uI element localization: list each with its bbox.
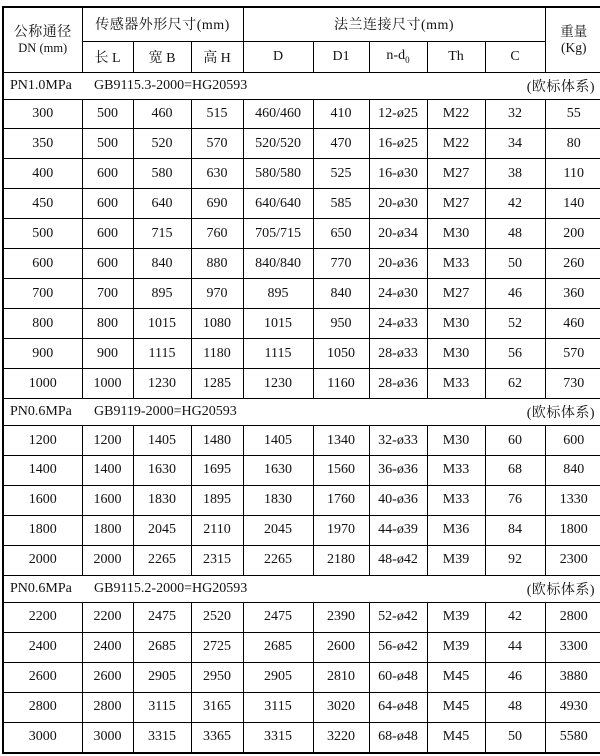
cell-C: 62: [485, 369, 545, 399]
subheader-D1: D1: [313, 41, 369, 72]
dimension-spec-table: [2, 6, 600, 754]
cell-height-H: 2110: [191, 515, 243, 545]
cell-dn: 2800: [3, 692, 82, 722]
cell-weight-kg: 1800: [545, 515, 600, 545]
subheader-n-d0-subscript: 0: [405, 54, 410, 65]
cell-n-d0: 32-ø33: [369, 426, 427, 456]
section-standard-code: GB9115.2-2000=HG20593: [94, 580, 248, 596]
cell-width-B: 2475: [133, 602, 191, 632]
cell-height-H: 3165: [191, 692, 243, 722]
cell-D: 895: [243, 279, 313, 309]
cell-D1: 410: [313, 99, 369, 129]
cell-length-L: 2200: [82, 602, 133, 632]
cell-length-L: 3000: [82, 722, 133, 753]
table-body: [3, 72, 600, 753]
cell-width-B: 640: [133, 189, 191, 219]
cell-height-H: 1895: [191, 485, 243, 515]
cell-C: 44: [485, 632, 545, 662]
cell-height-H: 690: [191, 189, 243, 219]
table-row: [3, 485, 600, 515]
cell-D1: 840: [313, 279, 369, 309]
cell-D1: 585: [313, 189, 369, 219]
table-row: [3, 339, 600, 369]
cell-height-H: 630: [191, 159, 243, 189]
cell-Th: M22: [427, 99, 485, 129]
cell-C: 56: [485, 339, 545, 369]
cell-D1: 650: [313, 219, 369, 249]
cell-weight-kg: 140: [545, 189, 600, 219]
section-note: (欧标体系): [526, 406, 596, 422]
cell-weight-kg: 360: [545, 279, 600, 309]
cell-height-H: 760: [191, 219, 243, 249]
cell-height-H: 1285: [191, 369, 243, 399]
cell-n-d0: 52-ø42: [369, 602, 427, 632]
cell-length-L: 600: [82, 249, 133, 279]
cell-Th: M45: [427, 722, 485, 753]
cell-Th: M36: [427, 515, 485, 545]
cell-dn: 600: [3, 249, 82, 279]
cell-weight-kg: 5580: [545, 722, 600, 753]
cell-n-d0: 16-ø25: [369, 129, 427, 159]
table-row: [3, 602, 600, 632]
header-sensor-dimensions-group: 传感器外形尺寸(mm): [82, 7, 243, 41]
cell-height-H: 880: [191, 249, 243, 279]
cell-height-H: 2725: [191, 632, 243, 662]
cell-D1: 770: [313, 249, 369, 279]
cell-width-B: 895: [133, 279, 191, 309]
cell-Th: M30: [427, 309, 485, 339]
cell-Th: M22: [427, 129, 485, 159]
cell-width-B: 715: [133, 219, 191, 249]
cell-weight-kg: 600: [545, 426, 600, 456]
cell-n-d0: 24-ø33: [369, 309, 427, 339]
table-row: [3, 692, 600, 722]
cell-n-d0: 40-ø36: [369, 485, 427, 515]
cell-height-H: 570: [191, 129, 243, 159]
cell-Th: M27: [427, 159, 485, 189]
cell-D1: 525: [313, 159, 369, 189]
cell-Th: M39: [427, 545, 485, 575]
cell-length-L: 900: [82, 339, 133, 369]
subheader-width-B: 宽 B: [133, 41, 191, 72]
section-cell: [3, 399, 600, 426]
cell-width-B: 460: [133, 99, 191, 129]
table-row: [3, 189, 600, 219]
cell-width-B: 840: [133, 249, 191, 279]
cell-height-H: 1695: [191, 455, 243, 485]
table-row: [3, 129, 600, 159]
cell-height-H: 1180: [191, 339, 243, 369]
cell-Th: M27: [427, 189, 485, 219]
table-row: [3, 249, 600, 279]
cell-n-d0: 24-ø30: [369, 279, 427, 309]
cell-length-L: 1600: [82, 485, 133, 515]
cell-dn: 300: [3, 99, 82, 129]
section-row: [3, 72, 600, 99]
cell-D: 2045: [243, 515, 313, 545]
cell-C: 32: [485, 99, 545, 129]
cell-Th: M45: [427, 692, 485, 722]
cell-D: 2905: [243, 662, 313, 692]
cell-width-B: 2905: [133, 662, 191, 692]
cell-C: 42: [485, 189, 545, 219]
cell-Th: M27: [427, 279, 485, 309]
cell-Th: M33: [427, 249, 485, 279]
header-weight-cn: 重量: [560, 23, 588, 39]
subheader-n-d0-main: n-d: [386, 48, 406, 64]
cell-weight-kg: 2300: [545, 545, 600, 575]
section-pressure-rating: PN1.0MPa: [10, 77, 72, 93]
cell-dn: 1800: [3, 515, 82, 545]
cell-D: 1830: [243, 485, 313, 515]
cell-weight-kg: 4930: [545, 692, 600, 722]
cell-n-d0: 64-ø48: [369, 692, 427, 722]
cell-dn: 700: [3, 279, 82, 309]
cell-D: 2475: [243, 602, 313, 632]
cell-D1: 2810: [313, 662, 369, 692]
cell-D1: 1340: [313, 426, 369, 456]
cell-Th: M30: [427, 339, 485, 369]
subheader-D: D: [243, 41, 313, 72]
cell-dn: 2000: [3, 545, 82, 575]
cell-height-H: 2315: [191, 545, 243, 575]
cell-dn: 800: [3, 309, 82, 339]
cell-height-H: 515: [191, 99, 243, 129]
cell-weight-kg: 460: [545, 309, 600, 339]
cell-D1: 1760: [313, 485, 369, 515]
cell-width-B: 1230: [133, 369, 191, 399]
section-cell: [3, 72, 600, 99]
cell-width-B: 3315: [133, 722, 191, 753]
cell-weight-kg: 570: [545, 339, 600, 369]
subheader-height-H: 高 H: [191, 41, 243, 72]
cell-D1: 1160: [313, 369, 369, 399]
cell-weight-kg: 2800: [545, 602, 600, 632]
cell-C: 92: [485, 545, 545, 575]
cell-width-B: 2685: [133, 632, 191, 662]
table-row: [3, 309, 600, 339]
cell-Th: M33: [427, 455, 485, 485]
cell-weight-kg: 110: [545, 159, 600, 189]
cell-D: 1230: [243, 369, 313, 399]
section-standard-code: GB9115.3-2000=HG20593: [94, 77, 248, 93]
cell-n-d0: 16-ø30: [369, 159, 427, 189]
cell-height-H: 2950: [191, 662, 243, 692]
cell-n-d0: 48-ø42: [369, 545, 427, 575]
section-note: (欧标体系): [526, 582, 596, 598]
cell-D: 2685: [243, 632, 313, 662]
cell-C: 42: [485, 602, 545, 632]
cell-dn: 2200: [3, 602, 82, 632]
table-row: [3, 455, 600, 485]
cell-n-d0: 12-ø25: [369, 99, 427, 129]
cell-D: 1405: [243, 426, 313, 456]
cell-n-d0: 44-ø39: [369, 515, 427, 545]
cell-width-B: 2265: [133, 545, 191, 575]
cell-dn: 1400: [3, 455, 82, 485]
header-flange-dimensions-group: 法兰连接尺寸(mm): [243, 7, 545, 41]
header-weight-unit: (Kg): [561, 39, 587, 55]
cell-D: 640/640: [243, 189, 313, 219]
cell-width-B: 3115: [133, 692, 191, 722]
cell-weight-kg: 3880: [545, 662, 600, 692]
cell-n-d0: 60-ø48: [369, 662, 427, 692]
cell-Th: M33: [427, 485, 485, 515]
cell-D: 1630: [243, 455, 313, 485]
cell-D: 580/580: [243, 159, 313, 189]
section-note: (欧标体系): [526, 79, 596, 95]
cell-dn: 1600: [3, 485, 82, 515]
cell-Th: M45: [427, 662, 485, 692]
cell-length-L: 1800: [82, 515, 133, 545]
section-cell: [3, 575, 600, 602]
cell-length-L: 2800: [82, 692, 133, 722]
cell-length-L: 500: [82, 99, 133, 129]
cell-n-d0: 20-ø34: [369, 219, 427, 249]
cell-D1: 1560: [313, 455, 369, 485]
table-row: [3, 515, 600, 545]
cell-weight-kg: 200: [545, 219, 600, 249]
cell-n-d0: 28-ø33: [369, 339, 427, 369]
cell-dn: 450: [3, 189, 82, 219]
cell-dn: 500: [3, 219, 82, 249]
cell-width-B: 1115: [133, 339, 191, 369]
cell-dn: 400: [3, 159, 82, 189]
cell-n-d0: 68-ø48: [369, 722, 427, 753]
cell-length-L: 2400: [82, 632, 133, 662]
cell-length-L: 600: [82, 219, 133, 249]
header-nominal-diameter: [3, 7, 82, 72]
cell-C: 84: [485, 515, 545, 545]
header-nominal-diameter-unit: DN (mm): [18, 40, 68, 55]
cell-Th: M39: [427, 632, 485, 662]
table-row: [3, 426, 600, 456]
cell-C: 48: [485, 219, 545, 249]
table-row: [3, 99, 600, 129]
section-pressure-rating: PN0.6MPa: [10, 580, 72, 596]
cell-D: 3115: [243, 692, 313, 722]
cell-D: 460/460: [243, 99, 313, 129]
cell-dn: 350: [3, 129, 82, 159]
cell-D1: 3220: [313, 722, 369, 753]
cell-length-L: 700: [82, 279, 133, 309]
table-row: [3, 219, 600, 249]
table-row: [3, 545, 600, 575]
cell-height-H: 1080: [191, 309, 243, 339]
cell-width-B: 580: [133, 159, 191, 189]
cell-C: 60: [485, 426, 545, 456]
cell-length-L: 1200: [82, 426, 133, 456]
cell-weight-kg: 1330: [545, 485, 600, 515]
cell-width-B: 520: [133, 129, 191, 159]
cell-D: 3315: [243, 722, 313, 753]
cell-D1: 1050: [313, 339, 369, 369]
section-pressure-rating: PN0.6MPa: [10, 404, 72, 420]
cell-D1: 2600: [313, 632, 369, 662]
cell-Th: M30: [427, 219, 485, 249]
cell-D1: 2180: [313, 545, 369, 575]
cell-Th: M33: [427, 369, 485, 399]
cell-height-H: 970: [191, 279, 243, 309]
cell-length-L: 2600: [82, 662, 133, 692]
cell-length-L: 500: [82, 129, 133, 159]
subheader-n-d0: [369, 41, 427, 72]
cell-length-L: 600: [82, 189, 133, 219]
table-row: [3, 279, 600, 309]
cell-n-d0: 20-ø30: [369, 189, 427, 219]
cell-dn: 2400: [3, 632, 82, 662]
cell-C: 52: [485, 309, 545, 339]
cell-C: 38: [485, 159, 545, 189]
subheader-length-L: 长 L: [82, 41, 133, 72]
cell-C: 48: [485, 692, 545, 722]
section-row: [3, 399, 600, 426]
section-standard-code: GB9119-2000=HG20593: [94, 404, 237, 420]
cell-dn: 1000: [3, 369, 82, 399]
cell-C: 46: [485, 662, 545, 692]
cell-C: 50: [485, 249, 545, 279]
cell-D1: 1970: [313, 515, 369, 545]
cell-dn: 1200: [3, 426, 82, 456]
cell-n-d0: 36-ø36: [369, 455, 427, 485]
cell-weight-kg: 3300: [545, 632, 600, 662]
cell-weight-kg: 260: [545, 249, 600, 279]
cell-weight-kg: 730: [545, 369, 600, 399]
cell-C: 68: [485, 455, 545, 485]
cell-length-L: 1000: [82, 369, 133, 399]
cell-height-H: 1480: [191, 426, 243, 456]
cell-width-B: 2045: [133, 515, 191, 545]
cell-C: 76: [485, 485, 545, 515]
table-row: [3, 632, 600, 662]
cell-dn: 2600: [3, 662, 82, 692]
cell-length-L: 600: [82, 159, 133, 189]
table-header: [3, 7, 600, 72]
cell-weight-kg: 55: [545, 99, 600, 129]
cell-width-B: 1830: [133, 485, 191, 515]
table-row: [3, 369, 600, 399]
cell-Th: M39: [427, 602, 485, 632]
cell-dn: 900: [3, 339, 82, 369]
cell-weight-kg: 80: [545, 129, 600, 159]
cell-D: 705/715: [243, 219, 313, 249]
table-row: [3, 722, 600, 753]
cell-width-B: 1405: [133, 426, 191, 456]
cell-Th: M30: [427, 426, 485, 456]
cell-weight-kg: 840: [545, 455, 600, 485]
cell-D: 1115: [243, 339, 313, 369]
subheader-Th: Th: [427, 41, 485, 72]
cell-height-H: 2520: [191, 602, 243, 632]
cell-D1: 2390: [313, 602, 369, 632]
cell-D: 1015: [243, 309, 313, 339]
cell-width-B: 1630: [133, 455, 191, 485]
cell-C: 46: [485, 279, 545, 309]
table-row: [3, 662, 600, 692]
cell-D1: 950: [313, 309, 369, 339]
header-nominal-diameter-cn: 公称通径: [13, 24, 72, 40]
cell-C: 50: [485, 722, 545, 753]
cell-D: 520/520: [243, 129, 313, 159]
subheader-C: C: [485, 41, 545, 72]
header-weight: [545, 7, 600, 72]
cell-n-d0: 56-ø42: [369, 632, 427, 662]
cell-D: 840/840: [243, 249, 313, 279]
cell-length-L: 2000: [82, 545, 133, 575]
cell-C: 34: [485, 129, 545, 159]
cell-width-B: 1015: [133, 309, 191, 339]
section-row: [3, 575, 600, 602]
cell-length-L: 1400: [82, 455, 133, 485]
cell-D1: 470: [313, 129, 369, 159]
cell-D: 2265: [243, 545, 313, 575]
cell-n-d0: 20-ø36: [369, 249, 427, 279]
cell-D1: 3020: [313, 692, 369, 722]
cell-length-L: 800: [82, 309, 133, 339]
table-row: [3, 159, 600, 189]
cell-n-d0: 28-ø36: [369, 369, 427, 399]
cell-dn: 3000: [3, 722, 82, 753]
cell-height-H: 3365: [191, 722, 243, 753]
